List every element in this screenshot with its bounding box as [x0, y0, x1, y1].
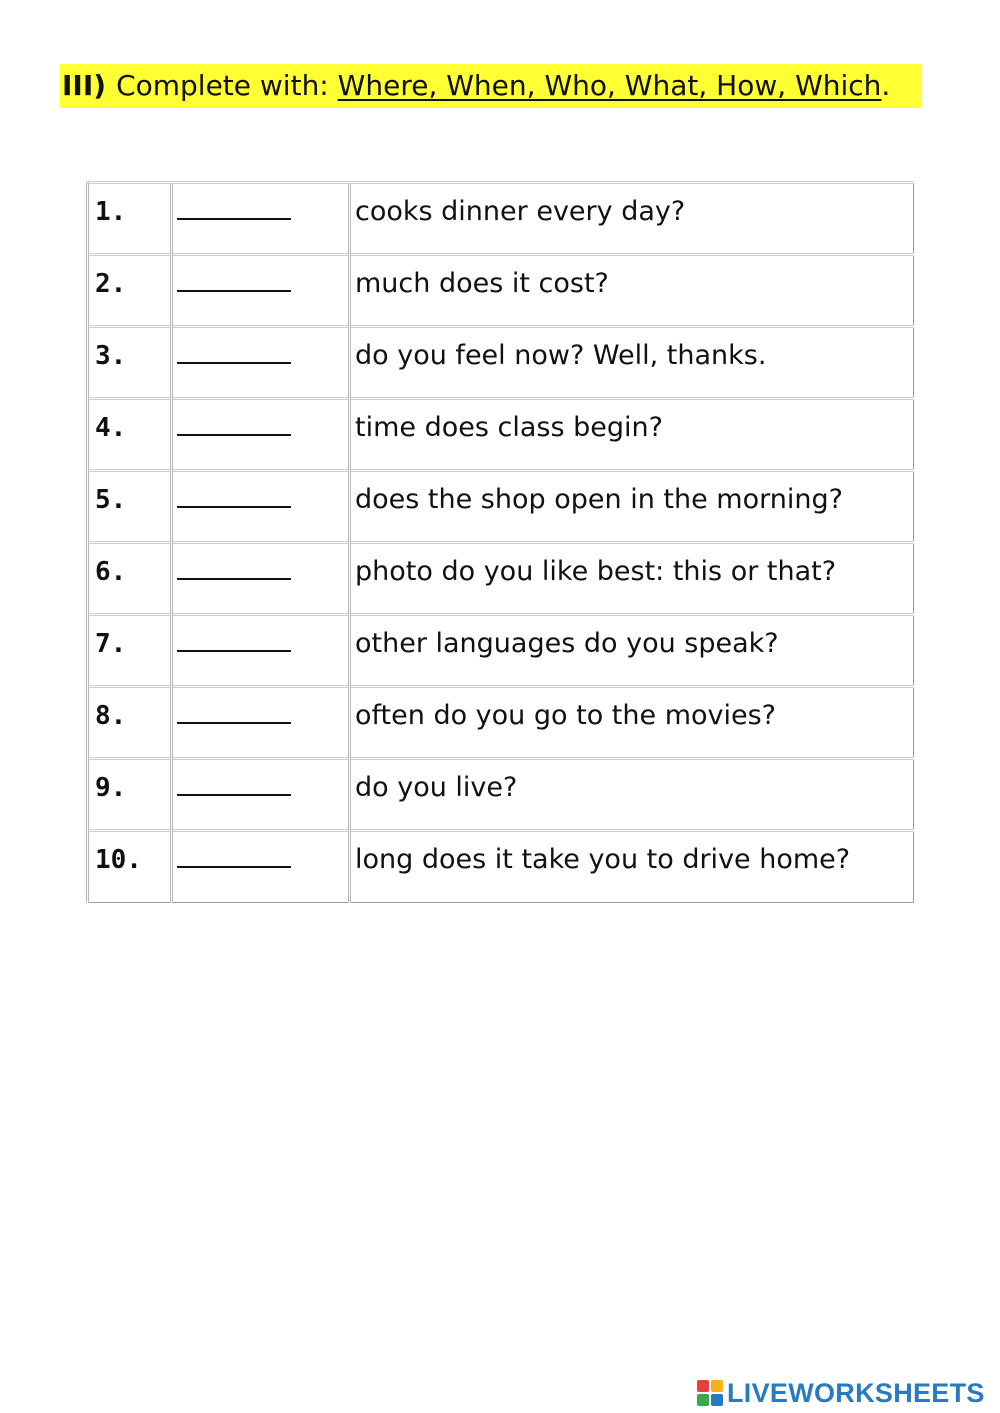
- question-text: do you feel now? Well, thanks.: [350, 327, 914, 399]
- answer-blank[interactable]: [172, 183, 350, 255]
- question-text: much does it cost?: [350, 255, 914, 327]
- blank-line: [177, 844, 291, 868]
- exercise-number: III): [62, 69, 107, 102]
- exercise-heading: [60, 64, 922, 108]
- answer-blank[interactable]: [172, 687, 350, 759]
- row-number: 5.: [88, 471, 172, 543]
- row-number: 1.: [88, 183, 172, 255]
- logo-square-green: [697, 1394, 709, 1406]
- table-row: [88, 255, 914, 327]
- exercise-prompt: Complete with:: [116, 69, 329, 102]
- table-row: [88, 687, 914, 759]
- table-row: [88, 183, 914, 255]
- row-number: 6.: [88, 543, 172, 615]
- table-row: [88, 543, 914, 615]
- answer-blank[interactable]: [172, 615, 350, 687]
- heading-end-punct: .: [881, 69, 891, 102]
- question-text: other languages do you speak?: [350, 615, 914, 687]
- blank-line: [177, 556, 291, 580]
- answer-blank[interactable]: [172, 399, 350, 471]
- question-text: often do you go to the movies?: [350, 687, 914, 759]
- blank-line: [177, 340, 291, 364]
- row-number: 7.: [88, 615, 172, 687]
- answer-blank[interactable]: [172, 255, 350, 327]
- logo-square-red: [697, 1380, 709, 1392]
- table-row: [88, 831, 914, 903]
- row-number: 3.: [88, 327, 172, 399]
- answer-blank[interactable]: [172, 831, 350, 903]
- question-text: photo do you like best: this or that?: [350, 543, 914, 615]
- blank-line: [177, 268, 291, 292]
- table-row: [88, 759, 914, 831]
- blank-line: [177, 196, 291, 220]
- row-number: 2.: [88, 255, 172, 327]
- row-number: 4.: [88, 399, 172, 471]
- logo-square-blue: [711, 1394, 723, 1406]
- question-text: long does it take you to drive home?: [350, 831, 914, 903]
- table-row: [88, 615, 914, 687]
- table-row: [88, 399, 914, 471]
- exercise-table: [86, 181, 914, 903]
- blank-line: [177, 484, 291, 508]
- answer-blank[interactable]: [172, 327, 350, 399]
- blank-line: [177, 700, 291, 724]
- row-number: 8.: [88, 687, 172, 759]
- question-text: time does class begin?: [350, 399, 914, 471]
- word-options: Where, When, Who, What, How, Which: [337, 69, 882, 102]
- answer-blank[interactable]: [172, 471, 350, 543]
- question-text: does the shop open in the morning?: [350, 471, 914, 543]
- question-text: do you live?: [350, 759, 914, 831]
- answer-blank[interactable]: [172, 759, 350, 831]
- blank-line: [177, 772, 291, 796]
- logo-square-yellow: [711, 1380, 723, 1392]
- blank-line: [177, 628, 291, 652]
- table-row: [88, 327, 914, 399]
- answer-blank[interactable]: [172, 543, 350, 615]
- question-text: cooks dinner every day?: [350, 183, 914, 255]
- liveworksheets-logo[interactable]: [697, 1378, 985, 1408]
- liveworksheets-logo-icon: [697, 1380, 723, 1406]
- row-number: 9.: [88, 759, 172, 831]
- brand-name: LIVEWORKSHEETS: [727, 1377, 985, 1408]
- table-row: [88, 471, 914, 543]
- row-number: 10.: [88, 831, 172, 903]
- blank-line: [177, 412, 291, 436]
